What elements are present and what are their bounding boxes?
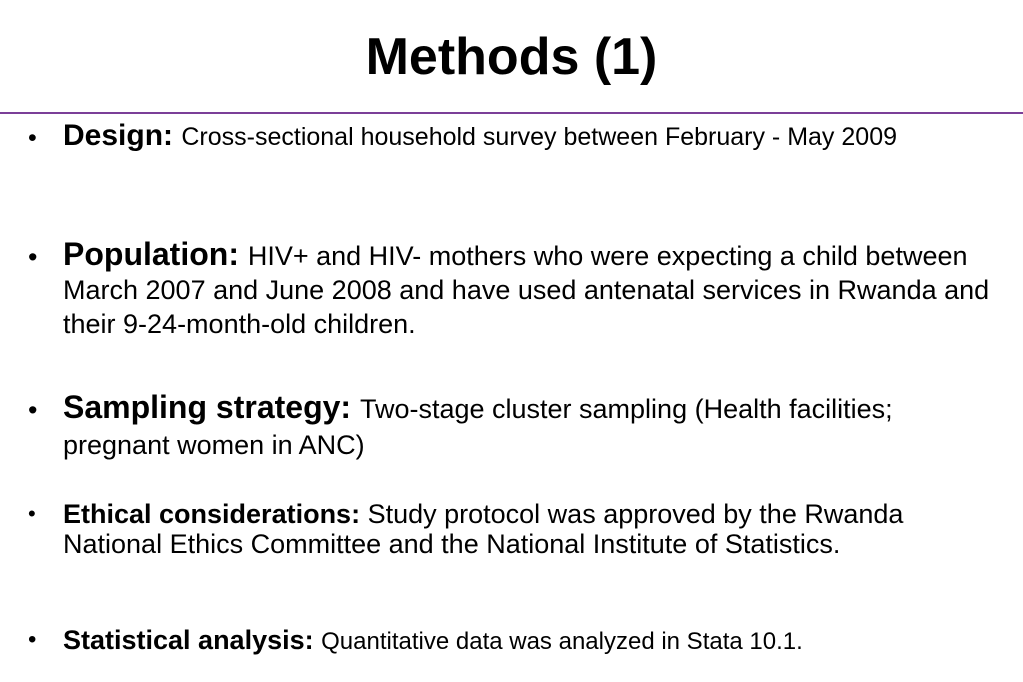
- bullet-marker: •: [28, 501, 36, 526]
- bullet-population: [28, 236, 1003, 341]
- slide-title: Methods (1): [365, 28, 658, 86]
- bullet-label: Sampling strategy:: [63, 389, 360, 425]
- bullet-text: Cross-sectional household survey between February - May 2009: [181, 123, 897, 151]
- bullet-marker: •: [28, 124, 37, 152]
- bullet-text: Two-stage cluster sampling (Health facilities; pregnant women in ANC): [63, 394, 893, 460]
- bullet-label: Ethical considerations:: [63, 499, 368, 529]
- bullet-label: Statistical analysis:: [63, 625, 322, 655]
- bullet-design: [28, 118, 1003, 155]
- bullet-text: Quantitative data was analyzed in Stata 10.1.: [321, 628, 803, 655]
- title-divider: [0, 112, 1023, 114]
- bullet-sampling-strategy: [28, 389, 1003, 463]
- bullet-statistical-analysis: [28, 623, 1003, 659]
- bullet-text: Study protocol was approved by the Rwanda National Ethics Committee and the National Institute of Statistics.: [63, 499, 904, 559]
- bullet-marker: •: [28, 395, 38, 425]
- bullet-marker: •: [28, 242, 38, 272]
- bullet-marker: •: [28, 626, 37, 653]
- bullet-text: HIV+ and HIV- mothers who were expecting a child between March 2007 and June 2008 and have used antenatal services in Rwanda and their 9-24-month-old children.: [63, 241, 990, 339]
- bullet-ethical-considerations: [28, 499, 1003, 559]
- bullet-label: Population:: [63, 236, 248, 272]
- bullet-label: Design:: [63, 119, 182, 152]
